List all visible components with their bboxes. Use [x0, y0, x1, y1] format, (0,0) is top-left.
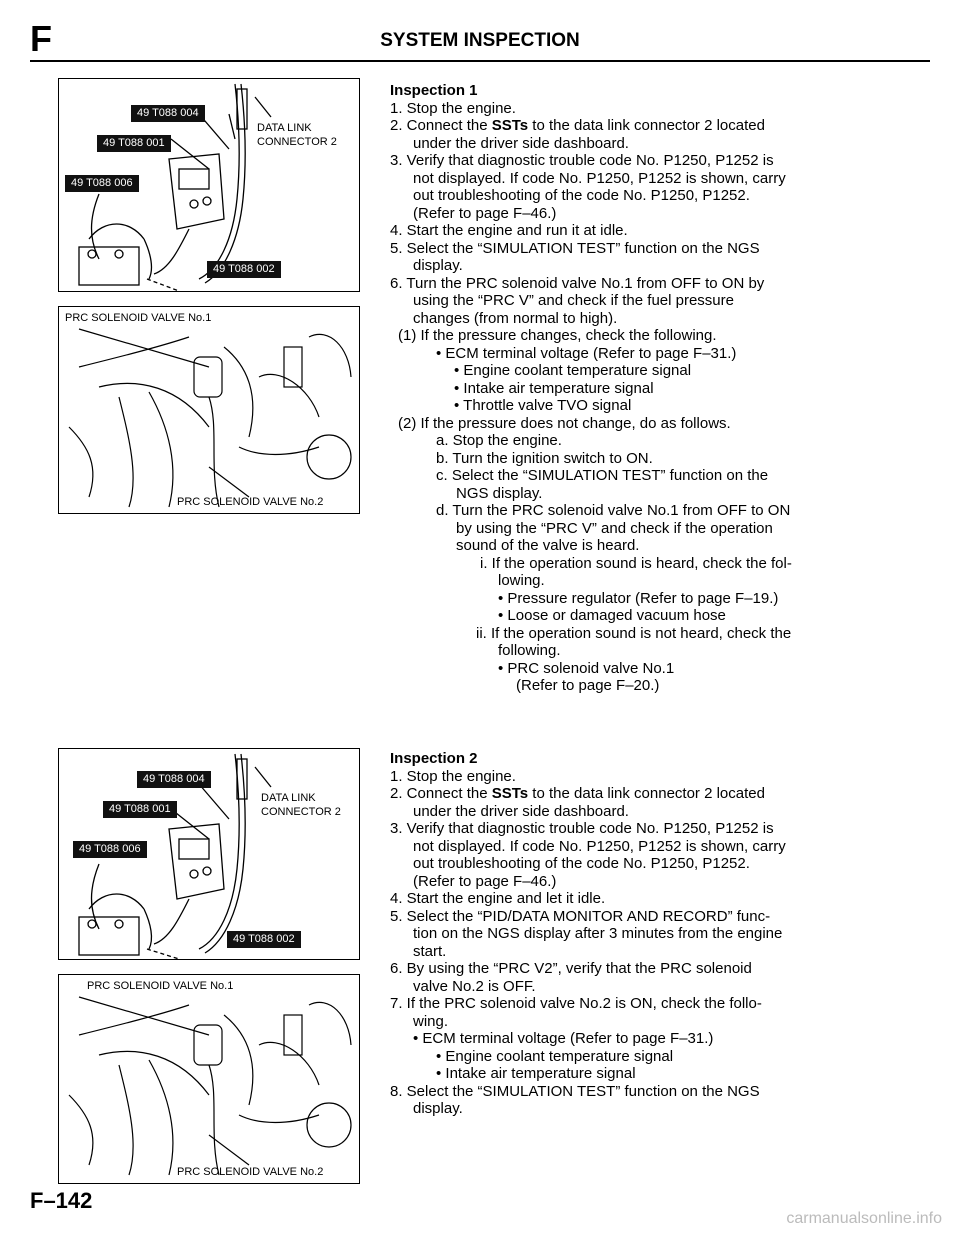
- step-text: 3. Verify that diagnostic trouble code No. P1250, P1252 is: [390, 820, 774, 837]
- sub-step-text: (2) If the pressure does not change, do as follows.: [398, 414, 731, 432]
- sub-step-text: a. Stop the engine.: [436, 432, 562, 449]
- connector-figure-2: [58, 748, 360, 960]
- step-text: tion on the NGS display after 3 minutes from the engine: [413, 925, 783, 942]
- sub-step-text: ii. If the operation sound is not heard, check the: [476, 624, 792, 642]
- step-text: 2. Connect the SSTs to the data link connector 2 located: [390, 117, 765, 134]
- dlc-label-line2: CONNECTOR 2: [257, 136, 337, 148]
- tool-tag-001: 49 T088 001: [97, 135, 171, 152]
- valve-label-bottom: PRC SOLENOID VALVE No.2: [177, 1166, 324, 1178]
- step-text: 4. Start the engine and let it idle.: [390, 890, 606, 907]
- inspection-1-text: [390, 82, 845, 695]
- valve-label-bottom: PRC SOLENOID VALVE No.2: [177, 496, 324, 508]
- bullet-item: • Intake air temperature signal: [436, 1065, 636, 1082]
- step-text: (Refer to page F–46.): [413, 204, 557, 222]
- bullet-item: • ECM terminal voltage (Refer to page F–31.): [436, 344, 737, 362]
- sub-step-text: d. Turn the PRC solenoid valve No.1 from OFF to ON: [436, 502, 791, 519]
- step-text: 1. Stop the engine.: [390, 99, 516, 117]
- step-text: out troubleshooting of the code No. P1250, P1252.: [413, 187, 750, 204]
- tool-tag-004: 49 T088 004: [137, 771, 211, 788]
- tool-tag-004: 49 T088 004: [131, 105, 205, 122]
- step-text: valve No.2 is OFF.: [413, 977, 536, 995]
- step-text: 8. Select the “SIMULATION TEST” function on the NGS: [390, 1082, 760, 1100]
- valve-illustration: [59, 975, 359, 1183]
- page-title: SYSTEM INSPECTION: [380, 30, 580, 51]
- tool-tag-001: 49 T088 001: [103, 801, 177, 818]
- step-text: under the driver side dashboard.: [413, 802, 629, 820]
- step-text: 1. Stop the engine.: [390, 767, 516, 785]
- step-text: 5. Select the “PID/DATA MONITOR AND RECORD” func-: [390, 907, 771, 925]
- bullet-item: • PRC solenoid valve No.1: [498, 659, 675, 677]
- sub-step-text: by using the “PRC V” and check if the operation: [456, 519, 773, 537]
- bullet-item: • Engine coolant temperature signal: [454, 362, 692, 379]
- bullet-item: • Intake air temperature signal: [454, 379, 654, 397]
- bullet-item: • Pressure regulator (Refer to page F–19.): [498, 589, 779, 607]
- dlc-label-line2: CONNECTOR 2: [261, 806, 341, 818]
- step-text: 5. Select the “SIMULATION TEST” function on the NGS: [390, 239, 760, 257]
- sub-step-text: (Refer to page F–20.): [516, 677, 660, 694]
- sub-step-text: NGS display.: [456, 484, 543, 502]
- inspection-2-title: Inspection 2: [390, 750, 478, 767]
- step-text: 6. Turn the PRC solenoid valve No.1 from OFF to ON by: [390, 274, 765, 292]
- sub-step-text: (1) If the pressure changes, check the following.: [398, 327, 717, 344]
- step-text: not displayed. If code No. P1250, P1252 is shown, carry: [413, 837, 786, 855]
- bullet-item: • Engine coolant temperature signal: [436, 1047, 674, 1065]
- sub-step-text: sound of the valve is heard.: [456, 537, 640, 554]
- sub-step-text: lowing.: [498, 572, 545, 589]
- tool-tag-006: 49 T088 006: [73, 841, 147, 858]
- step-text: 2. Connect the SSTs to the data link connector 2 located: [390, 785, 765, 802]
- step-text: 7. If the PRC solenoid valve No.2 is ON, check the follo-: [390, 995, 762, 1012]
- page-number: F–142: [30, 1188, 93, 1213]
- sub-step-text: b. Turn the ignition switch to ON.: [436, 449, 653, 467]
- sub-step-text: following.: [498, 642, 561, 659]
- step-text: display.: [413, 257, 463, 274]
- header-rule: [30, 60, 930, 62]
- sub-step-text: c. Select the “SIMULATION TEST” function on the: [436, 467, 769, 484]
- inspection-1-title: Inspection 1: [390, 82, 478, 99]
- step-text: (Refer to page F–46.): [413, 872, 557, 890]
- bullet-item: • Throttle valve TVO signal: [454, 397, 632, 414]
- tool-tag-002: 49 T088 002: [207, 261, 281, 278]
- inspection-2-text: [390, 750, 845, 1118]
- valve-label-top: PRC SOLENOID VALVE No.1: [65, 312, 212, 324]
- dlc-label-line1: DATA LINK: [261, 792, 316, 804]
- tool-tag-002: 49 T088 002: [227, 931, 301, 948]
- step-text: start.: [413, 942, 447, 960]
- step-text: using the “PRC V” and check if the fuel pressure: [413, 292, 734, 309]
- valve-figure-1: [58, 306, 360, 514]
- valve-figure-2: [58, 974, 360, 1184]
- connector-figure-1: [58, 78, 360, 292]
- valve-illustration: [59, 307, 359, 513]
- step-text: 4. Start the engine and run it at idle.: [390, 222, 628, 239]
- watermark: carmanualsonline.info: [786, 1210, 942, 1227]
- step-text: 6. By using the “PRC V2”, verify that the PRC solenoid: [390, 960, 752, 977]
- step-text: changes (from normal to high).: [413, 309, 618, 327]
- section-letter: F: [30, 18, 52, 59]
- step-text: display.: [413, 1100, 463, 1117]
- step-text: wing.: [413, 1012, 449, 1030]
- bullet-item: • ECM terminal voltage (Refer to page F–31.): [413, 1030, 714, 1047]
- dlc-label-line1: DATA LINK: [257, 122, 312, 134]
- sub-step-text: i. If the operation sound is heard, check the fol-: [480, 554, 792, 572]
- valve-label-top: PRC SOLENOID VALVE No.1: [87, 980, 234, 992]
- step-text: not displayed. If code No. P1250, P1252 is shown, carry: [413, 169, 786, 187]
- step-text: under the driver side dashboard.: [413, 134, 629, 152]
- bullet-item: • Loose or damaged vacuum hose: [498, 607, 726, 624]
- step-text: 3. Verify that diagnostic trouble code No. P1250, P1252 is: [390, 152, 774, 169]
- tool-tag-006: 49 T088 006: [65, 175, 139, 192]
- step-text: out troubleshooting of the code No. P1250, P1252.: [413, 855, 750, 872]
